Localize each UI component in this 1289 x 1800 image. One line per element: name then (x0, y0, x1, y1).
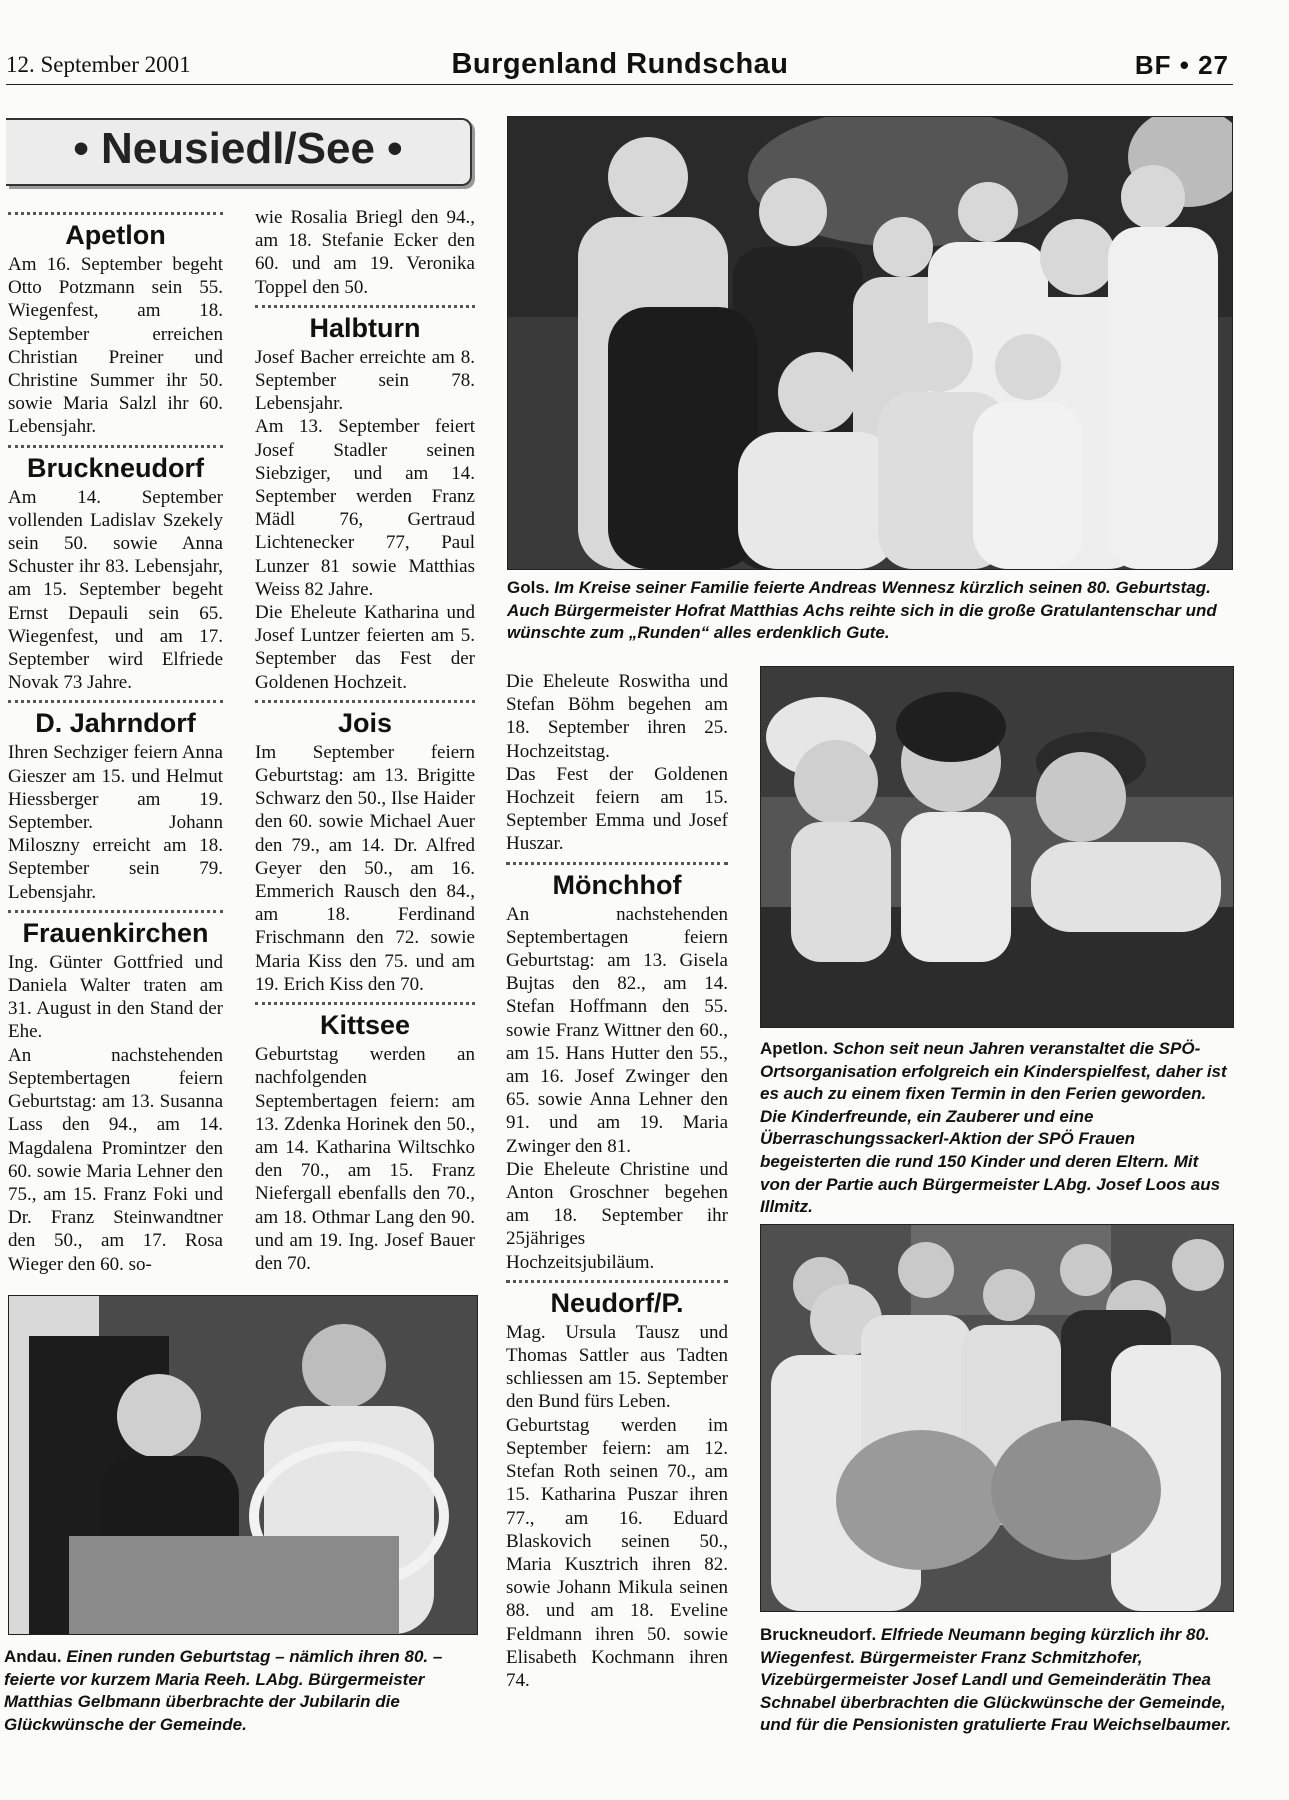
section-text-kittsee: Geburtstag werden an nachfolgenden Septembertagen feiern: am 13. Zdenka Horinek den 50., am 14. Katharina Wiltschko den 70., am 15. Franz Niefergall ebenfalls den 70., am 18. Othmar Lang den 90. und am 19. Ing. Josef Bauer den 70. (255, 1044, 475, 1274)
divider (255, 1002, 475, 1005)
column-3 (506, 670, 728, 1692)
section-text-jois: Im September feiern Geburtstag: am 13. Brigitte Schwarz den 50., Ilse Haider den 60. sowie Michael Auer den 79., am 14. Dr. Alfred Geyer den 50., am 16. Emmerich Rausch den 84., am 18. Ferdinand Frischmann den 72. sowie Maria Kiss den 75. und am 19. Erich Kiss den 70. (255, 741, 475, 995)
page-number: BF • 27 (1134, 50, 1229, 80)
caption-bruckneudorf (760, 1624, 1232, 1737)
divider (506, 862, 728, 865)
photo-bruckneudorf (760, 1224, 1234, 1612)
section-text-neudorf-2: Geburtstag werden im September feiern: am 12. Stefan Roth seinen 70., am 15. Katharina Puszar ihren 77., am 16. Eduard Blaskovich seinen 50., Maria Kusztrich ihren 82. sowie Johann Mikula seinen 88. und am 18. Eveline Feldmann ihren 50. sowie Elisabeth Kochmann ihren 74. (506, 1414, 728, 1691)
section-text-moenchhof-2: Die Eheleute Christine und Anton Groschner begehen am 18. September ihr 25jähriges Hochzeitsjubiläum. (506, 1158, 728, 1273)
section-text-frauenkirchen-1: Ing. Günter Gottfried und Daniela Walter traten am 31. August in den Stand der Ehe. (8, 951, 223, 1043)
divider (255, 305, 475, 308)
section-head-kittsee: Kittsee (319, 1010, 411, 1041)
caption-gols-text: Im Kreise seiner Familie feierte Andreas Wennesz kürzlich seinen 80. Geburtstag. Auch Bürgermeister Hofrat Matthias Achs reihte sich in die große Gratulantenschar und wünschte zum „Runden“ alles erdenklich Gute. (507, 578, 1217, 643)
section-head-frauenkirchen: Frauenkirchen (22, 917, 209, 948)
section-head-bruckneudorf: Bruckneudorf (26, 452, 205, 483)
column-2 (255, 206, 475, 1275)
caption-apetlon-place: Apetlon. (760, 1039, 828, 1058)
region-banner (6, 118, 472, 186)
region-title: • Neusiedl/See • (73, 124, 403, 173)
section-text-moenchhof-1: An nachstehenden Septembertagen feiern Geburtstag: am 13. Gisela Bujtas den 82., am 14. Stefan Hoffmann den 55. sowie Franz Wittner den 60., am 15. Hans Hutter den 55., am 16. Josef Zwinger den 65. sowie Anna Lehner den 91. und am 19. Maria Zwinger den 81. (506, 903, 728, 1157)
section-text-d-jahrndorf: Ihren Sechziger feiern Anna Gieszer am 15. und Helmut Hiessberger am 19. September. Johann Miloszny erreicht am 18. September sein 79. Lebensjahr. (8, 742, 223, 903)
divider (8, 212, 223, 215)
section-head-d-jahrndorf: D. Jahrndorf (35, 708, 196, 739)
issue-date: 12. September 2001 (6, 52, 191, 77)
section-text-halbturn-3: Die Eheleute Katharina und Josef Luntzer feierten am 5. September das Fest der Goldenen Hochzeit. (255, 602, 475, 693)
section-text-frauenkirchen-2: An nachstehenden Septembertagen feiern Geburtstag: am 13. Susanna Lass den 94., am 14. Magdalena Promintzer den 60. sowie Maria Lehner den 75., am 15. Franz Foki und Dr. Franz Steinwandtner den 50., am 17. Rosa Wieger den 60. so- (8, 1044, 223, 1275)
caption-bruckneudorf-place: Bruckneudorf. (760, 1625, 877, 1644)
photo-andau (8, 1295, 478, 1635)
section-text-continued-2: Das Fest der Goldenen Hochzeit feiern am 15. September Emma und Josef Huszar. (506, 763, 728, 855)
divider (8, 910, 223, 913)
divider (8, 700, 223, 703)
column-1 (8, 206, 223, 1276)
caption-gols (507, 577, 1231, 645)
section-text-bruckneudorf: Am 14. September vollenden Ladislav Szekely sein 50. sowie Anna Schuster ihr 83. Lebensjahr, am 15. September begeht Ernst Depauli sein 65. Wiegenfest, und am 17. September wird Elfriede Novak 73 Jahre. (8, 486, 223, 694)
divider (506, 1280, 728, 1283)
caption-andau-text: Einen runden Geburtstag – nämlich ihren 80. – feierte vor kurzem Maria Reeh. LAbg. Bürgermeister Matthias Gelbmann überbrachte der Jubilarin die Glückwünsche der Gemeinde. (4, 1647, 443, 1734)
header-rule (6, 84, 1233, 85)
section-text-halbturn-1: Josef Bacher erreichte am 8. September sein 78. Lebensjahr. (255, 346, 475, 415)
caption-andau-place: Andau. (4, 1647, 62, 1666)
section-head-neudorf: Neudorf/P. (550, 1287, 684, 1318)
section-head-moenchhof: Mönchhof (552, 869, 682, 900)
divider (255, 700, 475, 703)
section-head-halbturn: Halbturn (309, 312, 421, 343)
section-head-jois: Jois (337, 707, 393, 738)
divider (8, 445, 223, 448)
section-text-apetlon: Am 16. September begeht Otto Potzmann sein 55. Wiegenfest, am 18. September erreichen Christian Preiner und Christine Summer ihr 50. sowie Maria Salzl ihr 60. Lebensjahr. (8, 254, 223, 438)
caption-gols-place: Gols. (507, 578, 550, 597)
caption-apetlon (760, 1038, 1232, 1219)
section-text-halbturn-2: Am 13. September feiert Josef Stadler seinen Siebziger, und am 14. September werden Franz Mädl 76, Gertraud Lichtenecker 77, Paul Lunzer 81 sowie Matthias Weiss 82 Jahre. (255, 416, 475, 600)
section-text-neudorf-1: Mag. Ursula Tausz und Thomas Sattler aus Tadten schliessen am 15. September den Bund fürs Leben. (506, 1321, 728, 1413)
section-text-continued-1: Die Eheleute Roswitha und Stefan Böhm begehen am 18. September ihren 25. Hochzeitstag. (506, 671, 728, 762)
caption-andau (4, 1646, 480, 1736)
section-text-continued: wie Rosalia Briegl den 94., am 18. Stefanie Ecker den 60. und am 19. Veronika Toppel den 50. (255, 207, 475, 298)
section-head-apetlon: Apetlon (65, 220, 166, 250)
photo-apetlon-children (760, 666, 1234, 1028)
newspaper-title: Burgenland Rundschau (451, 48, 789, 80)
caption-bruckneudorf-text: Elfriede Neumann beging kürzlich ihr 80. Wiegenfest. Bürgermeister Franz Schmitzhofer, Vizebürgermeister Josef Landl und Gemeinderätin Thea Schnabel überbrachten die Glückwünsche der Gemeinde, und für die Pensionisten gratulierte Frau Weichselbaumer. (760, 1625, 1232, 1735)
caption-apetlon-text: Schon seit neun Jahren veranstaltet die SPÖ-Ortsorganisation erfolgreich ein Kinderspielfest, daher ist es auch zu einem fixen Termin in den Ferien geworden. Die Kinderfreunde, ein Zauberer und eine Überraschungssackerl-Aktion der SPÖ Frauen begeisterten die rund 150 Kinder und deren Eltern. Mit von der Partie auch Bürgermeister LAbg. Josef Loos aus Illmitz. (760, 1039, 1227, 1217)
photo-gols-family (507, 116, 1233, 570)
